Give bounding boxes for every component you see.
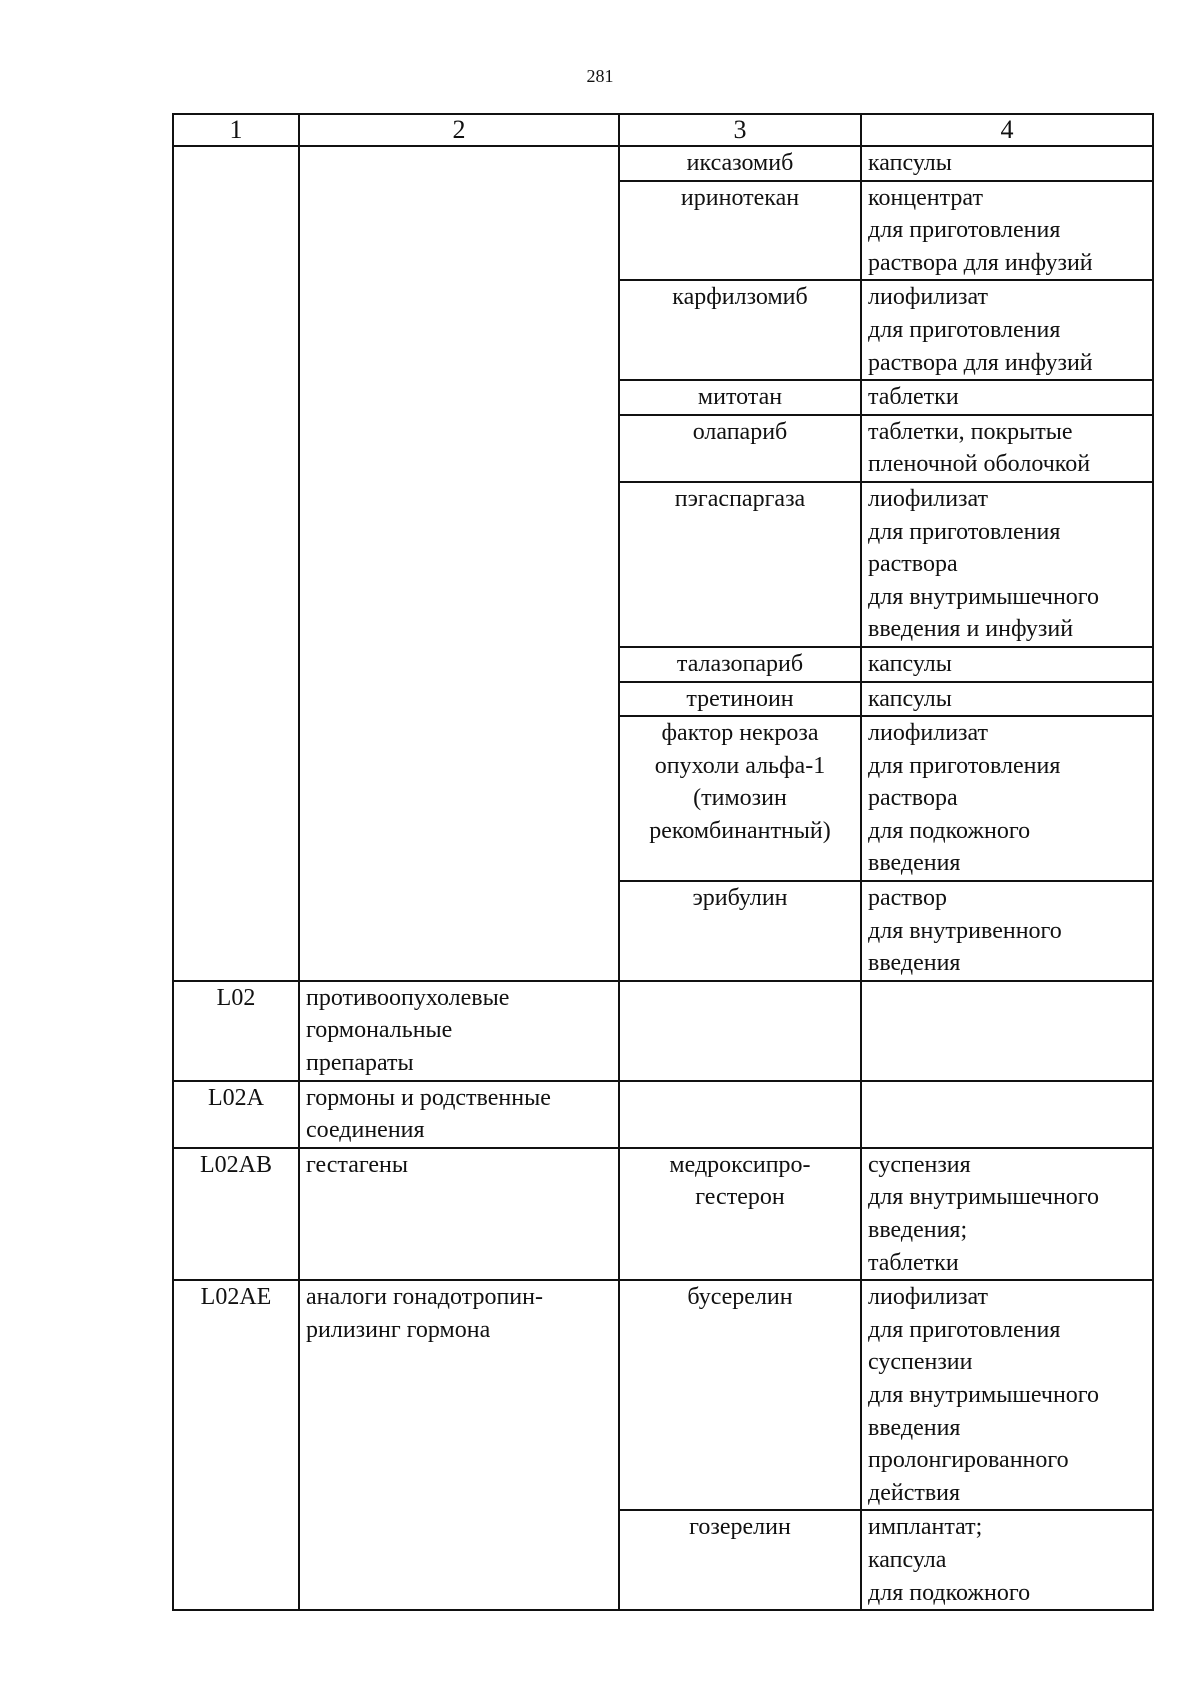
drug-name-cell: фактор некроза опухоли альфа-1 (тимозин рекомбинантный)	[619, 716, 861, 881]
atc-code-cell: L02	[173, 981, 299, 1081]
table-row	[173, 146, 1153, 181]
atc-code-cell: L02AE	[173, 1280, 299, 1610]
group-name-cell: гормоны и родственные соединения	[299, 1081, 619, 1148]
header-cell-4: 4	[861, 114, 1153, 146]
dosage-form-cell: суспензия для внутримышечного введения; таблетки	[861, 1148, 1153, 1280]
group-name-cell: аналоги гонадотропин- рилизинг гормона	[299, 1280, 619, 1610]
drug-name-cell: иксазомиб	[619, 146, 861, 181]
drug-name-cell: олапариб	[619, 415, 861, 482]
drug-name-cell: медроксипро- гестерон	[619, 1148, 861, 1280]
header-row	[173, 114, 1153, 146]
header-cell-1: 1	[173, 114, 299, 146]
drug-name-cell: пэгаспаргаза	[619, 482, 861, 647]
dosage-form-cell: раствор для внутривенного введения	[861, 881, 1153, 981]
drug-name-cell: гозерелин	[619, 1510, 861, 1610]
dosage-form-cell: таблетки, покрытые пленочной оболочкой	[861, 415, 1153, 482]
table-row	[173, 1280, 1153, 1510]
drug-name-cell: карфилзомиб	[619, 280, 861, 380]
dosage-form-cell: лиофилизат для приготовления раствора для подкожного введения	[861, 716, 1153, 881]
group-name-cell: противоопухолевые гормональные препараты	[299, 981, 619, 1081]
dosage-form-cell: капсулы	[861, 146, 1153, 181]
group-name-cell: гестагены	[299, 1148, 619, 1280]
drug-table	[172, 113, 1154, 1611]
drug-name-cell: талазопариб	[619, 647, 861, 682]
dosage-form-cell: лиофилизат для приготовления раствора для инфузий	[861, 280, 1153, 380]
atc-code-cell: L02AB	[173, 1148, 299, 1280]
drug-name-cell	[619, 1081, 861, 1148]
drug-name-cell: эрибулин	[619, 881, 861, 981]
dosage-form-cell: имплантат; капсула для подкожного	[861, 1510, 1153, 1610]
atc-code-cell: L02A	[173, 1081, 299, 1148]
header-cell-2: 2	[299, 114, 619, 146]
table-row	[173, 981, 1153, 1081]
atc-code-cell	[173, 146, 299, 981]
dosage-form-cell	[861, 981, 1153, 1081]
dosage-form-cell: таблетки	[861, 380, 1153, 415]
drug-name-cell: третиноин	[619, 682, 861, 717]
drug-name-cell: митотан	[619, 380, 861, 415]
table-row	[173, 1081, 1153, 1148]
dosage-form-cell: концентрат для приготовления раствора для инфузий	[861, 181, 1153, 281]
dosage-form-cell: капсулы	[861, 647, 1153, 682]
dosage-form-cell: лиофилизат для приготовления суспензии для внутримышечного введения пролонгированного действия	[861, 1280, 1153, 1510]
dosage-form-cell	[861, 1081, 1153, 1148]
drug-name-cell: бусерелин	[619, 1280, 861, 1510]
header-cell-3: 3	[619, 114, 861, 146]
drug-name-cell: иринотекан	[619, 181, 861, 281]
group-name-cell	[299, 146, 619, 981]
dosage-form-cell: капсулы	[861, 682, 1153, 717]
page-number: 281	[586, 66, 614, 86]
table-row	[173, 1148, 1153, 1280]
drug-name-cell	[619, 981, 861, 1081]
dosage-form-cell: лиофилизат для приготовления раствора для внутримышечного введения и инфузий	[861, 482, 1153, 647]
table-body	[173, 146, 1153, 1610]
